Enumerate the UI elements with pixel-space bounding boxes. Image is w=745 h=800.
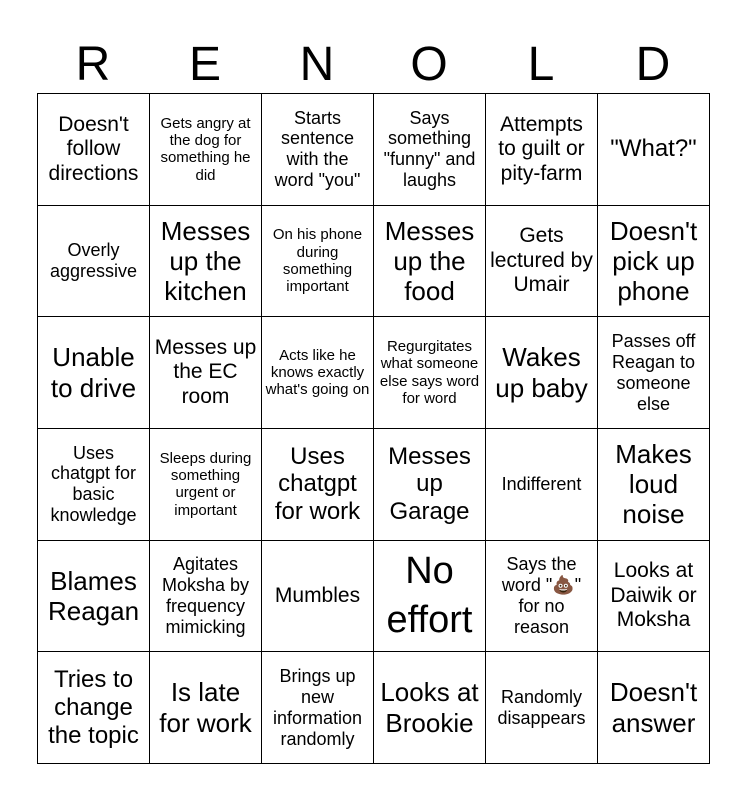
- bingo-cell[interactable]: Gets lectured by Umair: [486, 205, 598, 317]
- bingo-cell[interactable]: Says the word "💩" for no reason: [486, 540, 598, 652]
- board-row: [38, 652, 710, 764]
- bingo-cell[interactable]: Mumbles: [262, 540, 374, 652]
- bingo-cell[interactable]: Says something "funny" and laughs: [374, 94, 486, 206]
- header-letter-l: L: [527, 38, 555, 91]
- bingo-cell[interactable]: Unable to drive: [38, 317, 150, 429]
- header-letter-d: D: [635, 38, 671, 91]
- header-letter-o: O: [410, 38, 448, 91]
- bingo-header: [37, 36, 709, 94]
- board-row: [38, 94, 710, 206]
- bingo-cell[interactable]: Sleeps during something urgent or important: [150, 428, 262, 540]
- header-letter-e: E: [188, 38, 221, 91]
- bingo-cell[interactable]: Regurgitates what someone else says word for word: [374, 317, 486, 429]
- bingo-cell[interactable]: Blames Reagan: [38, 540, 150, 652]
- bingo-cell[interactable]: Randomly disappears: [486, 652, 598, 764]
- bingo-cell[interactable]: Overly aggressive: [38, 205, 150, 317]
- board-row: [38, 428, 710, 540]
- board-row: [38, 317, 710, 429]
- bingo-cell[interactable]: Is late for work: [150, 652, 262, 764]
- bingo-cell[interactable]: Brings up new information randomly: [262, 652, 374, 764]
- bingo-cell[interactable]: Passes off Reagan to someone else: [598, 317, 710, 429]
- bingo-cell[interactable]: Tries to change the topic: [38, 652, 150, 764]
- bingo-cell[interactable]: Starts sentence with the word "you": [262, 94, 374, 206]
- board-row: [38, 540, 710, 652]
- header-letter-r: R: [75, 38, 111, 91]
- bingo-cell[interactable]: Attempts to guilt or pity-farm: [486, 94, 598, 206]
- bingo-cell[interactable]: Doesn't follow directions: [38, 94, 150, 206]
- bingo-cell[interactable]: Makes loud noise: [598, 428, 710, 540]
- bingo-cell[interactable]: Agitates Moksha by frequency mimicking: [150, 540, 262, 652]
- board-row: [38, 205, 710, 317]
- bingo-cell[interactable]: Wakes up baby: [486, 317, 598, 429]
- bingo-cell[interactable]: Doesn't answer: [598, 652, 710, 764]
- bingo-cell[interactable]: On his phone during something important: [262, 205, 374, 317]
- bingo-cell[interactable]: Looks at Daiwik or Moksha: [598, 540, 710, 652]
- bingo-cell[interactable]: Doesn't pick up phone: [598, 205, 710, 317]
- bingo-cell[interactable]: "What?": [598, 94, 710, 206]
- bingo-cell[interactable]: Gets angry at the dog for something he did: [150, 94, 262, 206]
- bingo-cell[interactable]: Indifferent: [486, 428, 598, 540]
- bingo-cell[interactable]: Messes up Garage: [374, 428, 486, 540]
- bingo-cell[interactable]: Messes up the food: [374, 205, 486, 317]
- header-letter-n: N: [299, 38, 335, 91]
- bingo-cell[interactable]: Uses chatgpt for work: [262, 428, 374, 540]
- bingo-cell[interactable]: Uses chatgpt for basic knowledge: [38, 428, 150, 540]
- bingo-cell[interactable]: Looks at Brookie: [374, 652, 486, 764]
- bingo-cell[interactable]: Acts like he knows exactly what's going on: [262, 317, 374, 429]
- bingo-board: [37, 93, 710, 764]
- bingo-cell[interactable]: No effort: [374, 540, 486, 652]
- bingo-cell[interactable]: Messes up the kitchen: [150, 205, 262, 317]
- bingo-cell[interactable]: Messes up the EC room: [150, 317, 262, 429]
